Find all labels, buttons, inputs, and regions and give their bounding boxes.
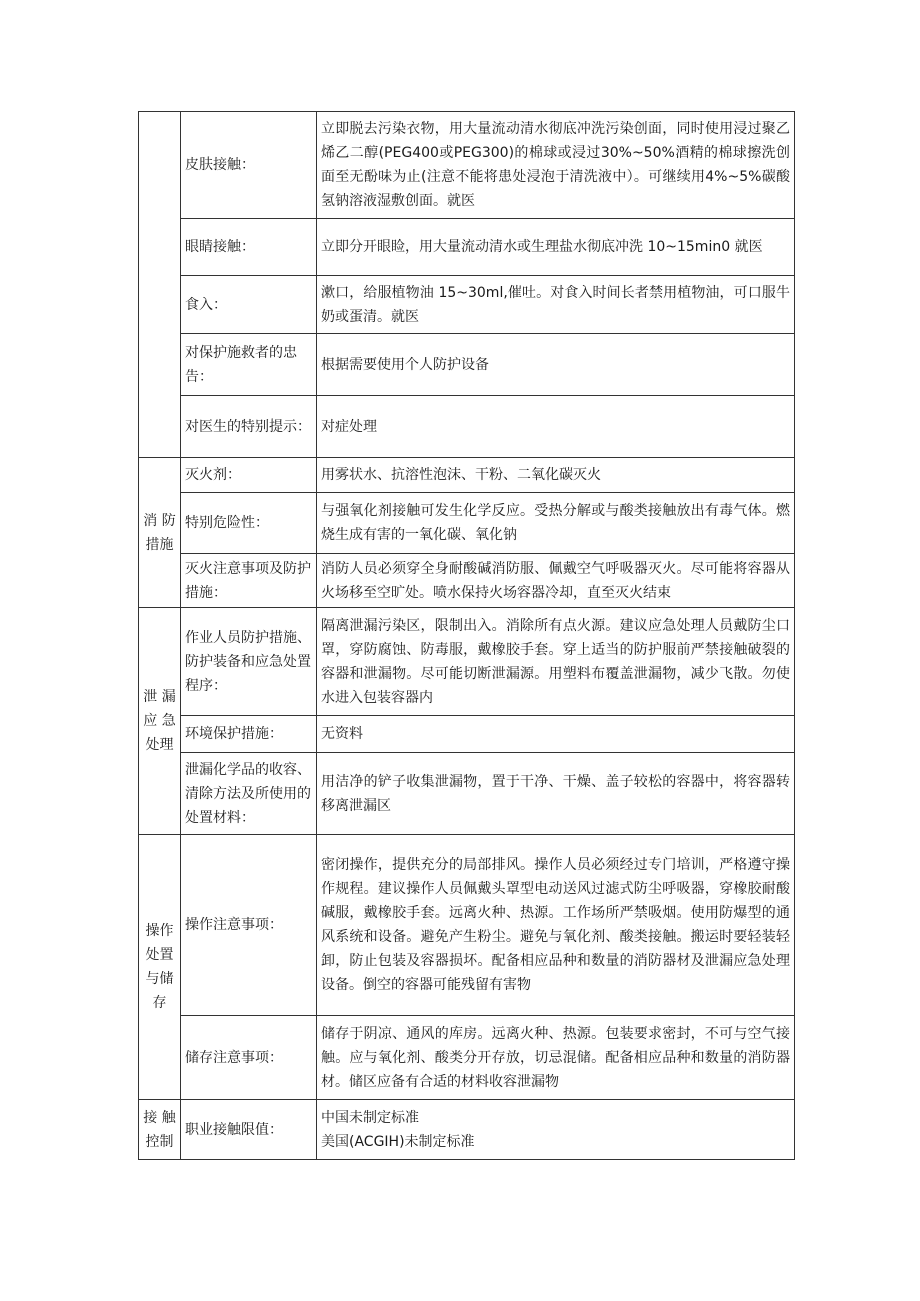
section-spill-response-category: 泄 漏应 急处理 bbox=[139, 608, 181, 835]
table-row bbox=[139, 219, 795, 276]
containment-methods-content: 用洁净的铲子收集泄漏物，置于干净、干燥、盖子较松的容器中，将容器转移离泄漏区 bbox=[317, 753, 795, 835]
ingestion-content: 漱口，给服植物油 15~30ml,催吐。对食入时间长者禁用植物油，可口服牛奶或蛋清。就医 bbox=[317, 276, 795, 334]
environmental-precautions-label: 环境保护措施： bbox=[181, 716, 317, 753]
personal-precautions-content: 隔离泄漏污染区，限制出入。消除所有点火源。建议应急处理人员戴防尘口罩，穿防腐蚀、防毒服，戴橡胶手套。穿上适当的防护服前严禁接触破裂的容器和泄漏物。尽可能切断泄漏源。用塑料布覆盖泄漏物，减少飞散。勿使水进入包装容器内 bbox=[317, 608, 795, 716]
extinguishing-media-content: 用雾状水、抗溶性泡沫、干粉、二氧化碳灭火 bbox=[317, 458, 795, 493]
exposure-limits-content bbox=[317, 1100, 795, 1160]
table-row bbox=[139, 396, 795, 458]
table-row bbox=[139, 716, 795, 753]
exposure-limit-usa: 美国(ACGIH)未制定标准 bbox=[321, 1133, 475, 1150]
section-first-aid-category bbox=[139, 112, 181, 458]
eye-contact-content: 立即分开眼睑，用大量流动清水或生理盐水彻底冲洗 10~15min0 就医 bbox=[317, 219, 795, 276]
skin-contact-label: 皮肤接触： bbox=[181, 112, 317, 219]
extinguishing-media-label: 灭火剂： bbox=[181, 458, 317, 493]
table-row bbox=[139, 112, 795, 219]
handling-precautions-content: 密闭操作，提供充分的局部排风。操作人员必须经过专门培训，严格遵守操作规程。建议操作人员佩戴头罩型电动送风过滤式防尘呼吸器，穿橡胶耐酸碱服，戴橡胶手套。远离火种、热源。工作场所严禁吸烟。使用防爆型的通风系统和设备。避免产生粉尘。避免与氧化剂、酸类接触。搬运时要轻装轻卸，防止包装及容器损坏。配备相应品种和数量的消防器材及泄漏应急处理设备。倒空的容器可能残留有害物 bbox=[317, 835, 795, 1016]
special-hazards-content: 与强氧化剂接触可发生化学反应。受热分解或与酸类接触放出有毒气体。燃烧生成有害的一氧化碳、氧化钠 bbox=[317, 493, 795, 554]
environmental-precautions-content: 无资料 bbox=[317, 716, 795, 753]
doctor-note-content: 对症处理 bbox=[317, 396, 795, 458]
table-row bbox=[139, 753, 795, 835]
eye-contact-label: 眼睛接触： bbox=[181, 219, 317, 276]
table-row bbox=[139, 608, 795, 716]
doctor-note-label: 对医生的特别提示： bbox=[181, 396, 317, 458]
storage-precautions-content: 储存于阴凉、通风的库房。远离火种、热源。包装要求密封，不可与空气接触。应与氧化剂、酸类分开存放，切忌混储。配备相应品种和数量的消防器材。储区应备有合适的材料收容泄漏物 bbox=[317, 1016, 795, 1100]
table-row bbox=[139, 334, 795, 396]
section-fire-fighting-category: 消 防措施 bbox=[139, 458, 181, 608]
personal-precautions-label: 作业人员防护措施、防护装备和应急处置程序： bbox=[181, 608, 317, 716]
rescuer-advice-label: 对保护施救者的忠告： bbox=[181, 334, 317, 396]
sds-table bbox=[138, 111, 795, 1160]
special-hazards-label: 特别危险性： bbox=[181, 493, 317, 554]
handling-precautions-label: 操作注意事项： bbox=[181, 835, 317, 1016]
rescuer-advice-content: 根据需要使用个人防护设备 bbox=[317, 334, 795, 396]
table-row bbox=[139, 835, 795, 1016]
firefighting-precautions-label: 灭火注意事项及防护措施： bbox=[181, 554, 317, 608]
exposure-limits-label: 职业接触限值： bbox=[181, 1100, 317, 1160]
storage-precautions-label: 储存注意事项： bbox=[181, 1016, 317, 1100]
section-handling-storage-category: 操作处置与储存 bbox=[139, 835, 181, 1100]
containment-methods-label: 泄漏化学品的收容、清除方法及所使用的处置材料： bbox=[181, 753, 317, 835]
table-row bbox=[139, 276, 795, 334]
table-row bbox=[139, 1016, 795, 1100]
table-row bbox=[139, 493, 795, 554]
firefighting-precautions-content: 消防人员必须穿全身耐酸碱消防服、佩戴空气呼吸器灭火。尽可能将容器从火场移至空旷处。喷水保持火场容器冷却，直至灭火结束 bbox=[317, 554, 795, 608]
skin-contact-content: 立即脱去污染衣物，用大量流动清水彻底冲洗污染创面，同时使用浸过聚乙烯乙二醇(PEG400或PEG300)的棉球或浸过30%~50%酒精的棉球擦洗创面至无酚味为止(注意不能将患处浸泡于清洗液中）。可继续用4%~5%碳酸氢钠溶液湿敷创面。就医 bbox=[317, 112, 795, 219]
table-row bbox=[139, 1100, 795, 1160]
section-exposure-control-category: 接 触控制 bbox=[139, 1100, 181, 1160]
table-row bbox=[139, 554, 795, 608]
table-row bbox=[139, 458, 795, 493]
ingestion-label: 食入： bbox=[181, 276, 317, 334]
exposure-limit-china: 中国未制定标准 bbox=[321, 1109, 419, 1126]
